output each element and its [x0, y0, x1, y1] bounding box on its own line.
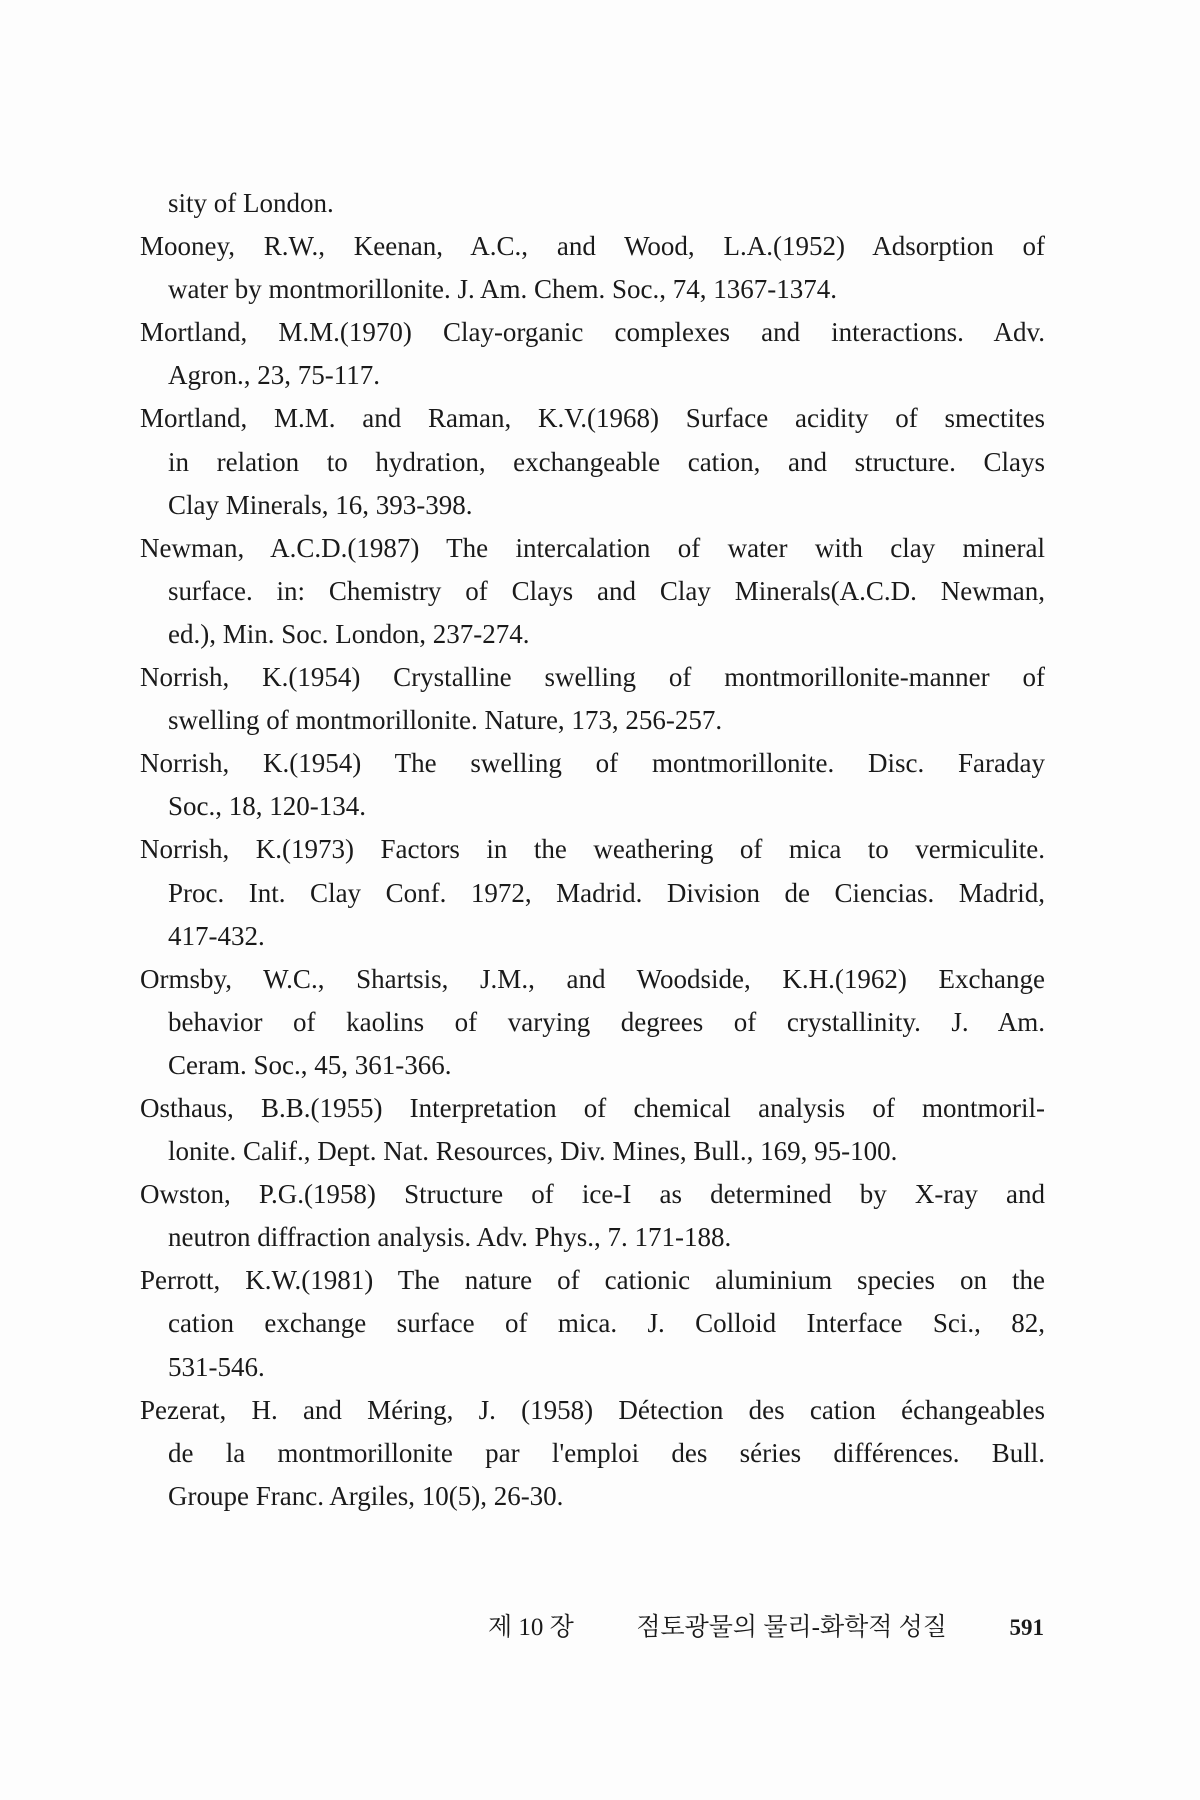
reference-first-line: Mooney, R.W., Keenan, A.C., and Wood, L.A.(1952) Adsorption of — [140, 231, 1045, 262]
reference-list — [140, 182, 1045, 1518]
reference-entry — [140, 1173, 1045, 1259]
reference-continuation-line: Clay Minerals, 16, 393-398. — [168, 489, 473, 520]
reference-first-line: Newman, A.C.D.(1987) The intercalation of water with clay mineral — [140, 532, 1045, 563]
reference-first-line: Norrish, K.(1973) Factors in the weathering of mica to vermiculite. — [140, 834, 1045, 865]
reference-continuation-line: Soc., 18, 120-134. — [168, 791, 366, 822]
reference-continuation-line: water by montmorillonite. J. Am. Chem. Soc., 74, 1367-1374. — [168, 274, 837, 305]
reference-continuation-line: Proc. Int. Clay Conf. 1972, Madrid. Division de Ciencias. Madrid, — [168, 877, 1045, 908]
reference-continuation-line: Agron., 23, 75-117. — [168, 360, 380, 391]
reference-continuation-line: neutron diffraction analysis. Adv. Phys., 7. 171-188. — [168, 1222, 732, 1253]
reference-entry — [140, 225, 1045, 311]
reference-first-line: Pezerat, H. and Méring, J. (1958) Détection des cation échangeables — [140, 1394, 1045, 1425]
reference-continuation-line: Ceram. Soc., 45, 361-366. — [168, 1049, 452, 1080]
reference-continuation-line: swelling of montmorillonite. Nature, 173, 256-257. — [168, 705, 723, 736]
continuation-text — [140, 182, 1045, 225]
chapter-title: 점토광물의 물리-화학적 성질 — [636, 1614, 947, 1641]
reference-entry — [140, 656, 1045, 742]
reference-first-line: Ormsby, W.C., Shartsis, J.M., and Woodside, K.H.(1962) Exchange — [140, 963, 1045, 994]
reference-entry — [140, 311, 1045, 397]
reference-continuation-line: in relation to hydration, exchangeable cation, and structure. Clays — [168, 446, 1045, 477]
text-line: sity of London. — [168, 188, 334, 218]
reference-continuation-line: surface. in: Chemistry of Clays and Clay Minerals(A.C.D. Newman, — [168, 575, 1045, 606]
reference-first-line: Norrish, K.(1954) Crystalline swelling of montmorillonite-manner of — [140, 662, 1045, 693]
reference-first-line: Mortland, M.M. and Raman, K.V.(1968) Surface acidity of smectites — [140, 403, 1045, 434]
reference-entry — [140, 828, 1045, 957]
reference-entry — [140, 1087, 1045, 1173]
chapter-label: 제 10 장 — [488, 1614, 574, 1641]
references — [140, 225, 1045, 1518]
reference-entry — [140, 1389, 1045, 1518]
reference-entry — [140, 1259, 1045, 1388]
reference-first-line: Osthaus, B.B.(1955) Interpretation of chemical analysis of montmoril- — [140, 1092, 1045, 1123]
reference-continuation-line: 417-432. — [168, 920, 265, 951]
page-number: 591 — [1009, 1615, 1044, 1640]
page-footer — [488, 1610, 1044, 1646]
reference-continuation-line: Groupe Franc. Argiles, 10(5), 26-30. — [168, 1480, 564, 1511]
reference-entry — [140, 958, 1045, 1087]
reference-first-line: Mortland, M.M.(1970) Clay-organic complexes and interactions. Adv. — [140, 317, 1045, 348]
reference-first-line: Norrish, K.(1954) The swelling of montmorillonite. Disc. Faraday — [140, 748, 1045, 779]
reference-continuation-line: ed.), Min. Soc. London, 237-274. — [168, 618, 530, 649]
reference-first-line: Perrott, K.W.(1981) The nature of cationic aluminium species on the — [140, 1265, 1045, 1296]
reference-continuation-line: 531-546. — [168, 1351, 265, 1382]
reference-first-line: Owston, P.G.(1958) Structure of ice-I as determined by X-ray and — [140, 1179, 1045, 1210]
reference-entry — [140, 397, 1045, 526]
reference-entry — [140, 527, 1045, 656]
reference-continuation-line: lonite. Calif., Dept. Nat. Resources, Div. Mines, Bull., 169, 95-100. — [168, 1136, 898, 1167]
reference-continuation-line: cation exchange surface of mica. J. Colloid Interface Sci., 82, — [168, 1308, 1045, 1339]
reference-continuation-line: behavior of kaolins of varying degrees of crystallinity. J. Am. — [168, 1006, 1045, 1037]
reference-entry — [140, 742, 1045, 828]
reference-continuation-line: de la montmorillonite par l'emploi des séries différences. Bull. — [168, 1437, 1045, 1468]
